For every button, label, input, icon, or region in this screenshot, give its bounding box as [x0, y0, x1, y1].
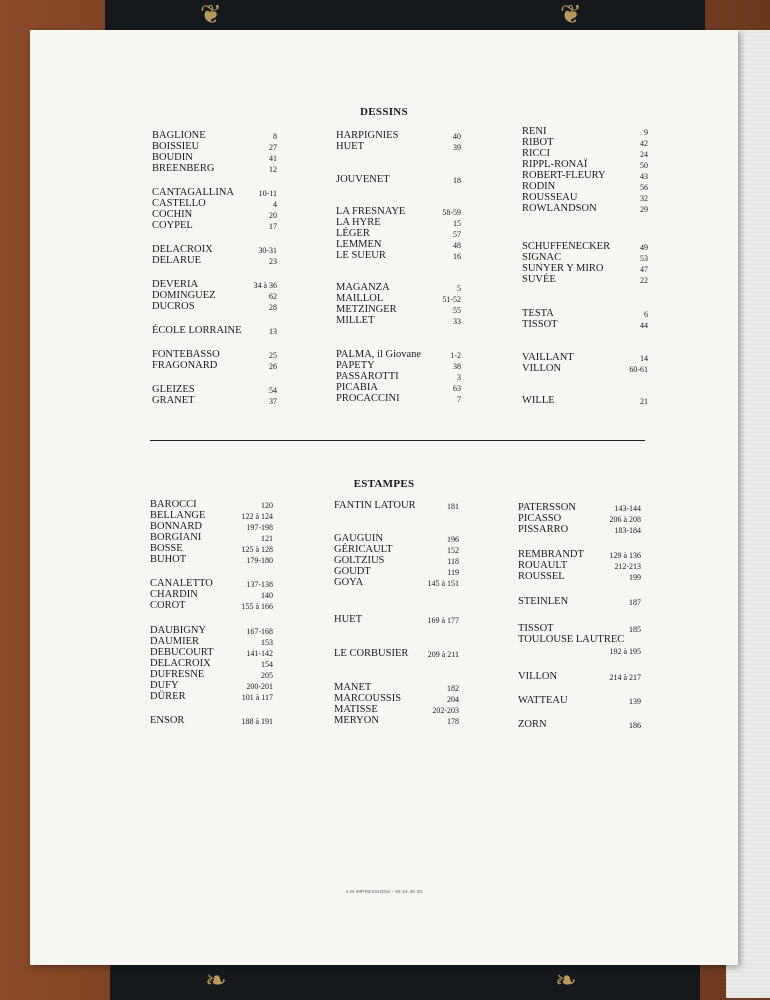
artist-name: PICASSO	[518, 513, 562, 524]
page-reference: 9	[644, 128, 648, 137]
page-reference: 122 à 124	[241, 512, 273, 521]
artist-name: MILLET	[336, 315, 375, 326]
artist-name: BREENBERG	[152, 163, 215, 174]
artist-name: SIGNAC	[522, 252, 562, 263]
page-reference: 33	[453, 317, 461, 326]
artist-name: WATTEAU	[518, 695, 568, 706]
artist-name: BONNARD	[150, 521, 202, 532]
page-reference: 40	[453, 132, 461, 141]
index-entry	[336, 173, 461, 186]
artist-name: CANALETTO	[150, 578, 213, 589]
artist-name: DUCROS	[152, 301, 195, 312]
artist-name: LÉGER	[336, 228, 370, 239]
gold-ornament-icon: ❧	[205, 966, 227, 995]
page-reference: 8	[273, 132, 277, 141]
page-reference: 192 à 195	[609, 647, 641, 656]
artist-name: MAILLOL	[336, 293, 384, 304]
index-entry	[150, 553, 273, 566]
artist-name: BOUDIN	[152, 152, 193, 163]
index-entry	[150, 714, 273, 727]
page-reference: 21	[640, 397, 648, 406]
artist-name: BAROCCI	[150, 499, 197, 510]
page-reference: 129 à 136	[609, 551, 641, 560]
page-reference: 41	[269, 154, 277, 163]
page-reference: 18	[453, 176, 461, 185]
page-reference: 32	[640, 194, 648, 203]
page-reference: 60-61	[629, 365, 648, 374]
index-entry	[152, 300, 277, 313]
artist-name: ÉCOLE LORRAINE	[152, 325, 242, 336]
artist-name: GÉRICAULT	[334, 544, 393, 555]
page-reference: 4	[273, 200, 277, 209]
page-reference: 30-31	[258, 246, 277, 255]
page-reference: 141-142	[246, 649, 273, 658]
artist-name: COROT	[150, 600, 186, 611]
page-reference: 20	[269, 211, 277, 220]
page-reference: 196	[447, 535, 459, 544]
artist-name: LEMMEN	[336, 239, 382, 250]
section-title-dessins: DESSINS	[360, 106, 408, 118]
page-reference: 38	[453, 362, 461, 371]
artist-name: RODIN	[522, 181, 556, 192]
artist-name: SUVÉE	[522, 274, 556, 285]
index-entry	[336, 314, 461, 327]
page-reference: 181	[447, 502, 459, 511]
page-reference: 185	[629, 625, 641, 634]
index-entry	[150, 690, 273, 703]
artist-name: GOLTZIUS	[334, 555, 385, 566]
page-reference: 155 à 166	[241, 602, 273, 611]
artist-name: HUET	[334, 614, 362, 625]
page-reference: 50	[640, 161, 648, 170]
artist-name: GLEIZES	[152, 384, 195, 395]
page-reference: 29	[640, 205, 648, 214]
index-entry	[152, 162, 277, 175]
page-reference: 27	[269, 143, 277, 152]
artist-name: DUFY	[150, 680, 179, 691]
artist-name: METZINGER	[336, 304, 397, 315]
page-reference: 16	[453, 252, 461, 261]
artist-name: JOUVENET	[336, 174, 390, 185]
index-entry	[334, 613, 459, 626]
index-entry	[334, 647, 459, 660]
page-reference: 34 à 36	[253, 281, 277, 290]
index-entry	[518, 694, 641, 707]
artist-name: VAILLANT	[522, 352, 574, 363]
artist-name: TISSOT	[518, 623, 554, 634]
index-entry	[152, 359, 277, 372]
artist-name: MARCOUSSIS	[334, 693, 402, 704]
artist-name: PISSARRO	[518, 524, 569, 535]
page-reference: 22	[640, 276, 648, 285]
artist-name: GOUDT	[334, 566, 371, 577]
artist-name: ROUAULT	[518, 560, 568, 571]
page-reference: 28	[269, 303, 277, 312]
page-reference: 183-184	[614, 526, 641, 535]
page-reference: 145 à 151	[427, 579, 459, 588]
index-entry	[518, 523, 641, 536]
index-entry	[152, 254, 277, 267]
page-reference: 42	[640, 139, 648, 148]
page-reference: 1-2	[450, 351, 461, 360]
page-reference: 212-213	[614, 562, 641, 571]
page-reference: 143-144	[614, 504, 641, 513]
artist-name: DUFRESNE	[150, 669, 205, 680]
page-reference: 51-52	[442, 295, 461, 304]
page-reference: 24	[640, 150, 648, 159]
artist-name: LA HYRE	[336, 217, 381, 228]
artist-name: CASTELLO	[152, 198, 206, 209]
artist-name: SCHUFFENECKER	[522, 241, 611, 252]
page-reference: 152	[447, 546, 459, 555]
page-reference: 197-198	[246, 523, 273, 532]
index-entry	[522, 273, 648, 286]
artist-name: TESTA	[522, 308, 554, 319]
artist-name: RIBOT	[522, 137, 554, 148]
artist-name: BOSSE	[150, 543, 183, 554]
artist-name: COCHIN	[152, 209, 193, 220]
artist-name: GOYA	[334, 577, 364, 588]
page-reference: 121	[261, 534, 273, 543]
page-reference: 56	[640, 183, 648, 192]
page-reference: 125 à 128	[241, 545, 273, 554]
page-reference: 140	[261, 591, 273, 600]
artist-name: MERYON	[334, 715, 379, 726]
index-entry	[522, 202, 648, 215]
page-reference: 200-201	[246, 682, 273, 691]
page-reference: 58-59	[442, 208, 461, 217]
artist-name: FANTIN LATOUR	[334, 500, 416, 511]
index-entry	[336, 392, 461, 405]
artist-name: PALMA, il Giovane	[336, 349, 422, 360]
artist-name: PROCACCINI	[336, 393, 400, 404]
artist-name: DELARUE	[152, 255, 201, 266]
page-reference: 3	[457, 373, 461, 382]
index-entry	[152, 219, 277, 232]
page-reference: 13	[269, 327, 277, 336]
artist-name: MANET	[334, 682, 372, 693]
artist-name: BUHOT	[150, 554, 187, 565]
artist-name: PAPETY	[336, 360, 375, 371]
index-entry	[336, 249, 461, 262]
index-entry	[522, 362, 648, 375]
index-entry	[334, 714, 459, 727]
page-reference: 178	[447, 717, 459, 726]
page-reference: 186	[629, 721, 641, 730]
page-reference: 54	[269, 386, 277, 395]
artist-name: LE CORBUSIER	[334, 648, 409, 659]
page-reference: 188 à 191	[241, 717, 273, 726]
artist-name: DEVERIA	[152, 279, 199, 290]
page-reference: 5	[457, 284, 461, 293]
page-reference: 43	[640, 172, 648, 181]
page-reference: 139	[629, 697, 641, 706]
page-reference: 49	[640, 243, 648, 252]
page-reference: 206 à 208	[609, 515, 641, 524]
page-reference: 153	[261, 638, 273, 647]
page-reference: 15	[453, 219, 461, 228]
page-reference: 120	[261, 501, 273, 510]
artist-name: BORGIANI	[150, 532, 202, 543]
artist-name: GAUGUIN	[334, 533, 383, 544]
artist-name: DOMINGUEZ	[152, 290, 216, 301]
artist-name: RENI	[522, 126, 547, 137]
page-reference: 202-203	[432, 706, 459, 715]
artist-name: PATERSSON	[518, 502, 576, 513]
artist-name: REMBRANDT	[518, 549, 584, 560]
page-reference: 25	[269, 351, 277, 360]
page-reference: 39	[453, 143, 461, 152]
page-reference: 6	[644, 310, 648, 319]
index-entry	[334, 576, 459, 589]
artist-name: HUET	[336, 141, 364, 152]
artist-name: BAGLIONE	[152, 130, 206, 141]
book-cover-top	[105, 0, 705, 34]
artist-name: CHARDIN	[150, 589, 198, 600]
artist-name: VILLON	[522, 363, 562, 374]
artist-name: RIPPL-RONAÏ	[522, 159, 588, 170]
artist-name: GRANET	[152, 395, 195, 406]
page-reference: 48	[453, 241, 461, 250]
page-reference: 137-138	[246, 580, 273, 589]
page-reference: 37	[269, 397, 277, 406]
index-entry	[152, 324, 277, 337]
page-reference: 17	[269, 222, 277, 231]
artist-name: DEBUCOURT	[150, 647, 214, 658]
page-reference: 10-11	[258, 189, 277, 198]
page-reference: 63	[453, 384, 461, 393]
artist-name: DAUMIER	[150, 636, 199, 647]
page-reference: 26	[269, 362, 277, 371]
artist-name: ROUSSEL	[518, 571, 565, 582]
page-reference: 101 à 117	[241, 693, 273, 702]
artist-name: TOULOUSE LAUTREC	[518, 634, 625, 645]
index-entry	[518, 570, 641, 583]
page-reference: 204	[447, 695, 459, 704]
page-reference: 7	[457, 395, 461, 404]
page-reference: 53	[640, 254, 648, 263]
page-reference: 57	[453, 230, 461, 239]
index-entry	[336, 140, 461, 153]
printer-imprint: 4 M IMPRESSIONS - 05 34 40 30	[345, 889, 423, 894]
artist-name: ROBERT-FLEURY	[522, 170, 606, 181]
gold-ornament-icon: ❦	[200, 0, 222, 29]
artist-name: DELACROIX	[150, 658, 211, 669]
artist-name: ROUSSEAU	[522, 192, 578, 203]
artist-name: PASSAROTTI	[336, 371, 399, 382]
page-reference: 205	[261, 671, 273, 680]
index-entry	[518, 718, 641, 731]
artist-name: STEINLEN	[518, 596, 569, 607]
catalogue-index-page	[30, 30, 738, 965]
artist-name: LE SUEUR	[336, 250, 386, 261]
artist-name: SUNYER Y MIRO	[522, 263, 604, 274]
index-entry	[518, 670, 641, 683]
section-divider	[150, 440, 645, 441]
index-entry	[518, 595, 641, 608]
artist-name: DÜRER	[150, 691, 186, 702]
page-reference: 214 à 217	[609, 673, 641, 682]
index-entry	[334, 499, 459, 512]
page-reference: 23	[269, 257, 277, 266]
page-reference: 169 à 177	[427, 616, 459, 625]
artist-name: VILLON	[518, 671, 558, 682]
page-reference: 44	[640, 321, 648, 330]
artist-name: TISSOT	[522, 319, 558, 330]
index-entry	[152, 394, 277, 407]
artist-name: ENSOR	[150, 715, 185, 726]
artist-name: CANTAGALLINA	[152, 187, 234, 198]
artist-name: FRAGONARD	[152, 360, 218, 371]
page-reference: 12	[269, 165, 277, 174]
page-reference: 209 à 211	[427, 650, 459, 659]
page-reference: 179-180	[246, 556, 273, 565]
index-entry	[522, 394, 648, 407]
artist-name: DAUBIGNY	[150, 625, 206, 636]
artist-name: LA FRESNAYE	[336, 206, 406, 217]
page-reference: 182	[447, 684, 459, 693]
index-entry	[522, 318, 648, 331]
page-reference: 47	[640, 265, 648, 274]
page-reference: 199	[629, 573, 641, 582]
gold-ornament-icon: ❧	[555, 966, 577, 995]
page-reference: 119	[447, 568, 459, 577]
page-reference: 62	[269, 292, 277, 301]
artist-name: HARPIGNIES	[336, 130, 399, 141]
artist-name: MAGANZA	[336, 282, 390, 293]
page-reference: 167-168	[246, 627, 273, 636]
artist-name: WILLE	[522, 395, 555, 406]
artist-name: BELLANGE	[150, 510, 206, 521]
artist-name: DELACROIX	[152, 244, 213, 255]
gold-ornament-icon: ❦	[560, 0, 582, 29]
artist-name: COYPEL	[152, 220, 193, 231]
artist-name: ZORN	[518, 719, 547, 730]
page-reference: 14	[640, 354, 648, 363]
artist-name: FONTEBASSO	[152, 349, 220, 360]
artist-name: PICABIA	[336, 382, 379, 393]
artist-name: MATISSE	[334, 704, 378, 715]
page-reference: 118	[447, 557, 459, 566]
artist-name: ROWLANDSON	[522, 203, 597, 214]
section-title-estampes: ESTAMPES	[353, 478, 415, 490]
artist-name: RICCI	[522, 148, 551, 159]
page-reference: 55	[453, 306, 461, 315]
page-reference: 154	[261, 660, 273, 669]
page-reference: 187	[629, 598, 641, 607]
artist-name: BOISSIEU	[152, 141, 200, 152]
index-entry	[150, 599, 273, 612]
index-entry	[518, 633, 641, 657]
